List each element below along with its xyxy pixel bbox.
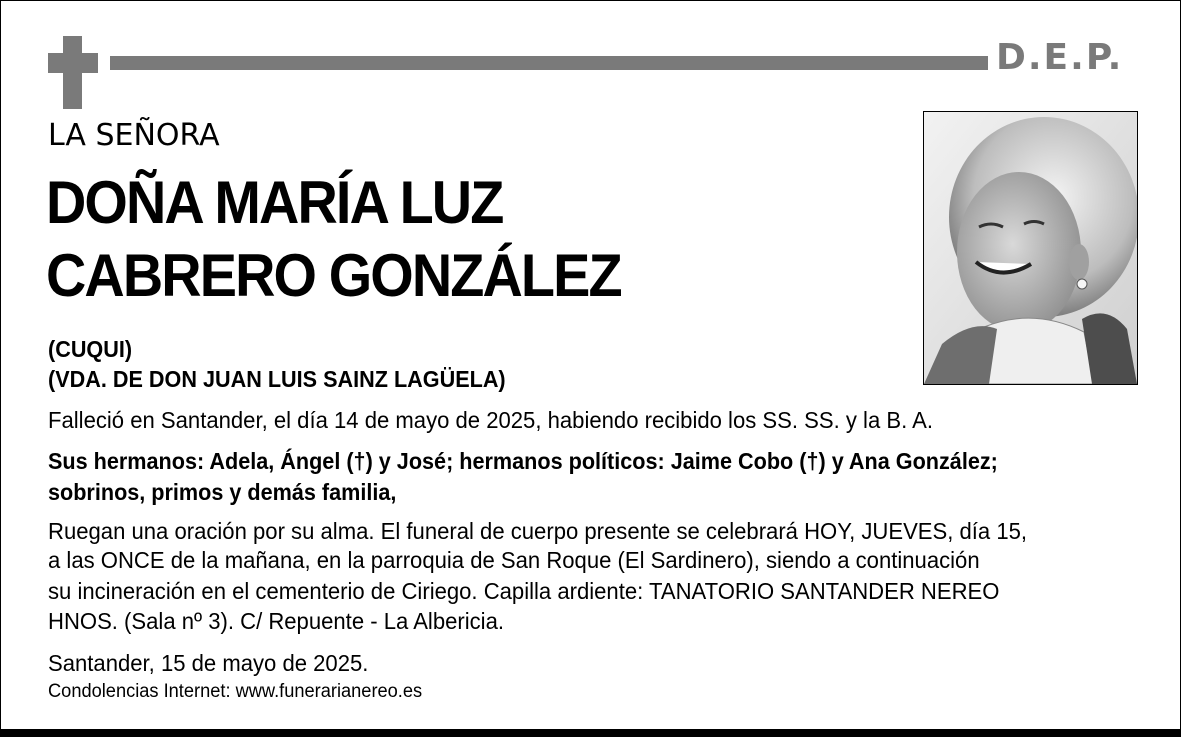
deceased-name-line1: DOÑA MARÍA LUZ	[46, 169, 503, 236]
condolences-line: Condolencias Internet: www.funerarianereo.es	[48, 681, 423, 702]
portrait-photo	[923, 111, 1138, 385]
bottom-border	[0, 729, 1181, 737]
widow-of: (VDA. DE DON JUAN LUIS SAINZ LAGÜELA)	[48, 366, 506, 392]
family-line-2: sobrinos, primos y demás familia,	[48, 479, 397, 505]
deceased-name-line2: CABRERO GONZÁLEZ	[46, 242, 621, 309]
family-line-1: Sus hermanos: Adela, Ángel (†) y José; hermanos políticos: Jaime Cobo (†) y Ana González;	[48, 448, 998, 474]
dep-label: D.E.P.	[996, 37, 1124, 78]
funeral-line-1: Ruegan una oración por su alma. El funeral de cuerpo presente se celebrará HOY, JUEVES, día 15,	[48, 518, 1028, 544]
funeral-line-4: HNOS. (Sala nº 3). C/ Repuente - La Albericia.	[48, 608, 505, 634]
nickname: (CUQUI)	[48, 336, 133, 362]
death-notice: Falleció en Santander, el día 14 de mayo de 2025, habiendo recibido los SS. SS. y la B. A.	[48, 407, 934, 433]
salutation: LA SEÑORA	[48, 118, 220, 153]
portrait-image	[924, 112, 1137, 384]
funeral-line-3: su incineración en el cementerio de Ciriego. Capilla ardiente: TANATORIO SANTANDER NEREO	[48, 578, 1000, 604]
header-rule	[110, 56, 988, 70]
funeral-line-2: a las ONCE de la mañana, en la parroquia de San Roque (El Sardinero), siendo a continuación	[48, 547, 980, 573]
place-date: Santander, 15 de mayo de 2025.	[48, 650, 369, 676]
